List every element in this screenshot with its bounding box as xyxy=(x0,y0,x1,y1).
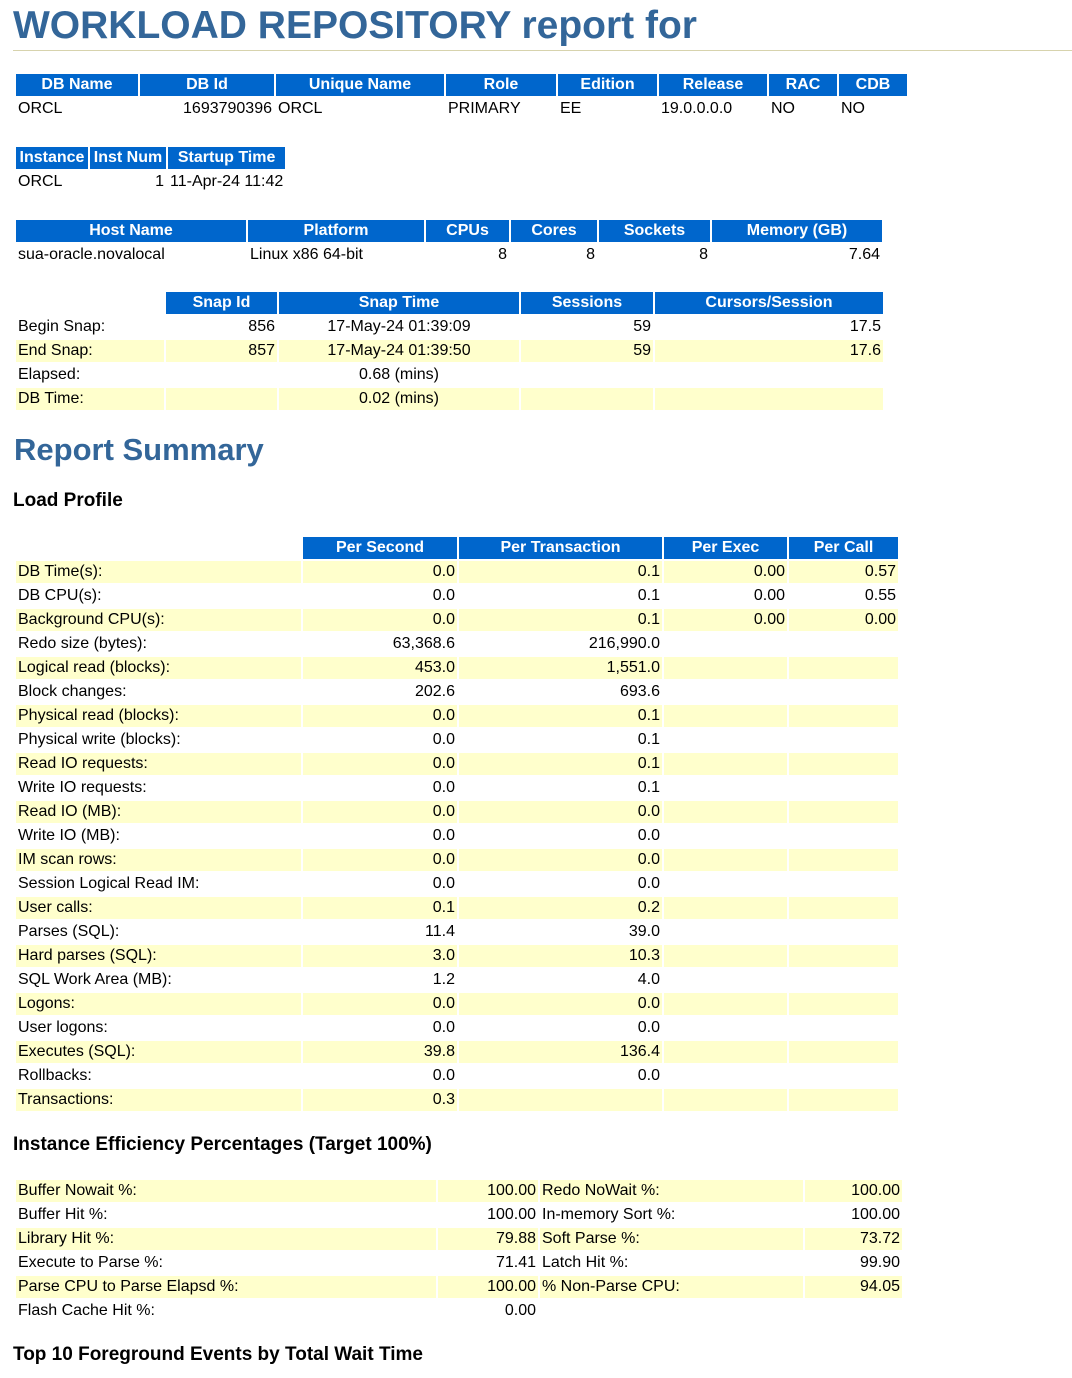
col-header-cores: Cores xyxy=(511,220,597,242)
efficiency-value: 79.88 xyxy=(438,1228,538,1250)
load-profile-row xyxy=(16,801,898,823)
metric-label: DB Time(s): xyxy=(16,561,301,583)
per-exec-value xyxy=(664,657,787,679)
db-info-table xyxy=(14,72,909,122)
per-second-value: 453.0 xyxy=(303,657,457,679)
col-header-sockets: Sockets xyxy=(599,220,710,242)
per-transaction-value: 0.1 xyxy=(637,731,660,748)
col-header-edition: Edition xyxy=(558,74,657,96)
instance-value: ORCL xyxy=(18,173,63,190)
metric-label: SQL Work Area (MB): xyxy=(18,971,172,988)
per-transaction-value: 10.3 xyxy=(459,945,662,967)
metric-label: Block changes: xyxy=(18,683,127,700)
metric-label: Hard parses (SQL): xyxy=(16,945,301,967)
col-header-cursors-session: Cursors/Session xyxy=(655,292,883,314)
snap-id-value xyxy=(166,388,277,410)
per-transaction-value: 0.0 xyxy=(459,993,662,1015)
per-transaction-value: 0.1 xyxy=(459,753,662,775)
load-profile-row xyxy=(16,729,898,751)
top-events-heading: Top 10 Foreground Events by Total Wait Time xyxy=(13,1344,423,1365)
load-profile-row xyxy=(16,633,898,655)
per-exec-value xyxy=(664,969,787,991)
load-profile-row xyxy=(16,945,898,967)
per-transaction-value: 4.0 xyxy=(637,971,660,988)
startup-time-value: 11-Apr-24 11:42 xyxy=(170,173,284,190)
per-transaction-value: 0.0 xyxy=(459,849,662,871)
per-transaction-value: 0.0 xyxy=(459,801,662,823)
metric-label: Read IO requests: xyxy=(16,753,301,775)
metric-label: Write IO requests: xyxy=(18,779,147,796)
per-transaction-value: 1,551.0 xyxy=(459,657,662,679)
efficiency-label: Buffer Nowait %: xyxy=(16,1180,436,1202)
per-second-value: 11.4 xyxy=(425,923,455,940)
efficiency-value: 71.41 xyxy=(495,1254,536,1271)
metric-label: Executes (SQL): xyxy=(16,1041,301,1063)
col-header-instance: Instance xyxy=(16,147,88,169)
per-second-value: 0.0 xyxy=(432,1067,455,1084)
per-transaction-value: 39.0 xyxy=(628,923,660,940)
efficiency-label: Buffer Hit %: xyxy=(18,1206,108,1223)
snap-header-row xyxy=(16,292,883,314)
cores-value: 8 xyxy=(586,246,595,263)
load-profile-row xyxy=(16,849,898,871)
sessions-value: 59 xyxy=(633,318,651,335)
per-second-value: 1.2 xyxy=(432,971,455,988)
load-profile-row xyxy=(16,561,898,583)
metric-label: Physical write (blocks): xyxy=(18,731,181,748)
per-exec-value xyxy=(664,801,787,823)
col-header-rac: RAC xyxy=(769,74,837,96)
host-row xyxy=(16,244,882,266)
per-second-value: 0.3 xyxy=(303,1089,457,1111)
efficiency-body xyxy=(16,1180,902,1322)
col-header-memory: Memory (GB) xyxy=(712,220,882,242)
per-exec-value xyxy=(664,873,787,895)
efficiency-value: 99.90 xyxy=(859,1254,900,1271)
col-header-platform: Platform xyxy=(248,220,424,242)
unique-name-value: ORCL xyxy=(278,100,323,117)
per-second-value: 0.0 xyxy=(303,801,457,823)
cursors-session-value: 17.5 xyxy=(849,318,881,335)
per-second-value: 0.0 xyxy=(432,827,455,844)
snap-label: Begin Snap: xyxy=(18,318,106,335)
load-profile-heading: Load Profile xyxy=(13,490,123,511)
load-profile-row xyxy=(16,705,898,727)
host-header-row xyxy=(16,220,882,242)
snap-row-db-time xyxy=(16,388,883,410)
col-header-snap-time: Snap Time xyxy=(279,292,519,314)
efficiency-row xyxy=(16,1180,902,1202)
efficiency-label: Parse CPU to Parse Elapsd %: xyxy=(16,1276,436,1298)
per-call-value: 0.00 xyxy=(789,609,898,631)
release-value: 19.0.0.0.0 xyxy=(661,100,733,117)
col-header-inst-num: Inst Num xyxy=(90,147,166,169)
load-profile-row xyxy=(16,681,898,703)
per-exec-value xyxy=(664,1017,787,1039)
efficiency-row xyxy=(16,1252,902,1274)
per-call-value xyxy=(789,657,898,679)
metric-label: Rollbacks: xyxy=(18,1067,92,1084)
per-call-value xyxy=(789,849,898,871)
per-second-value: 0.0 xyxy=(303,705,457,727)
load-profile-row xyxy=(16,897,898,919)
per-transaction-value: 0.0 xyxy=(637,875,660,892)
per-call-value xyxy=(789,897,898,919)
per-call-value xyxy=(789,969,898,991)
load-profile-row xyxy=(16,609,898,631)
snap-time-value: 17-May-24 01:39:50 xyxy=(279,340,519,362)
per-transaction-value: 0.0 xyxy=(637,1019,660,1036)
col-header-release: Release xyxy=(659,74,767,96)
metric-label: User logons: xyxy=(18,1019,108,1036)
per-call-value xyxy=(789,633,898,655)
title-divider xyxy=(13,50,1072,51)
per-exec-value: 0.00 xyxy=(753,587,785,604)
metric-label: DB CPU(s): xyxy=(18,587,102,604)
snap-time-value: 0.02 (mins) xyxy=(279,388,519,410)
per-exec-value xyxy=(664,777,787,799)
per-transaction-value: 0.1 xyxy=(459,561,662,583)
efficiency-label: Soft Parse %: xyxy=(540,1228,803,1250)
snap-label: Elapsed: xyxy=(18,366,81,383)
efficiency-value: 73.72 xyxy=(805,1228,902,1250)
per-call-value xyxy=(789,873,898,895)
per-call-value xyxy=(789,801,898,823)
per-second-value: 0.0 xyxy=(432,875,455,892)
per-call-value: 0.55 xyxy=(864,587,896,604)
per-transaction-value: 0.2 xyxy=(459,897,662,919)
load-profile-row xyxy=(16,969,898,991)
col-header-per-call: Per Call xyxy=(789,537,898,559)
load-profile-row xyxy=(16,777,898,799)
efficiency-table xyxy=(14,1178,904,1324)
per-exec-value: 0.00 xyxy=(664,561,787,583)
efficiency-label: % Non-Parse CPU: xyxy=(540,1276,803,1298)
efficiency-row xyxy=(16,1276,902,1298)
report-title: WORKLOAD REPOSITORY report for xyxy=(13,4,697,47)
snap-row-begin xyxy=(16,316,883,338)
host-name-value: sua-oracle.novalocal xyxy=(18,246,165,263)
snap-time-value: 17-May-24 01:39:09 xyxy=(327,318,471,335)
col-header-snap-id: Snap Id xyxy=(166,292,277,314)
report-summary-heading: Report Summary xyxy=(14,432,264,467)
cdb-value: NO xyxy=(841,100,865,117)
rac-value: NO xyxy=(771,100,795,117)
col-header-db-id: DB Id xyxy=(140,74,274,96)
cursors-session-value xyxy=(655,364,883,386)
load-profile-row xyxy=(16,1089,898,1111)
efficiency-heading: Instance Efficiency Percentages (Target 100%) xyxy=(13,1134,432,1155)
efficiency-label xyxy=(540,1300,803,1322)
per-transaction-value: 0.0 xyxy=(637,827,660,844)
per-transaction-value xyxy=(459,1089,662,1111)
db-info-row xyxy=(16,98,907,120)
col-header-cdb: CDB xyxy=(839,74,907,96)
efficiency-value: 100.00 xyxy=(487,1206,536,1223)
per-exec-value xyxy=(664,705,787,727)
snap-id-value: 856 xyxy=(248,318,275,335)
platform-value: Linux x86 64-bit xyxy=(250,246,363,263)
col-header-per-exec: Per Exec xyxy=(664,537,787,559)
per-second-value: 0.0 xyxy=(303,993,457,1015)
sessions-value xyxy=(521,364,653,386)
snap-label: End Snap: xyxy=(16,340,164,362)
load-profile-row xyxy=(16,657,898,679)
per-exec-value xyxy=(664,849,787,871)
metric-label: Write IO (MB): xyxy=(18,827,120,844)
instance-table xyxy=(14,145,287,195)
instance-header-row xyxy=(16,147,285,169)
per-exec-value xyxy=(664,633,787,655)
cursors-session-value xyxy=(655,388,883,410)
per-exec-value xyxy=(664,1041,787,1063)
efficiency-row xyxy=(16,1204,902,1226)
per-call-value xyxy=(789,705,898,727)
efficiency-row xyxy=(16,1228,902,1250)
per-call-value xyxy=(789,753,898,775)
snap-row-elapsed xyxy=(16,364,883,386)
per-exec-value xyxy=(664,897,787,919)
cursors-session-value: 17.6 xyxy=(655,340,883,362)
per-transaction-value: 693.6 xyxy=(619,683,660,700)
per-exec-value xyxy=(664,681,787,703)
metric-label: Session Logical Read IM: xyxy=(18,875,200,892)
metric-label: Logons: xyxy=(16,993,301,1015)
load-profile-row xyxy=(16,993,898,1015)
per-second-value: 0.0 xyxy=(303,561,457,583)
efficiency-row xyxy=(16,1300,902,1322)
per-exec-value xyxy=(664,993,787,1015)
load-profile-row xyxy=(16,873,898,895)
snap-label: DB Time: xyxy=(16,388,164,410)
per-second-value: 0.0 xyxy=(432,779,455,796)
efficiency-value: 100.00 xyxy=(438,1276,538,1298)
snap-id-value: 857 xyxy=(166,340,277,362)
metric-label: Read IO (MB): xyxy=(16,801,301,823)
per-second-value: 3.0 xyxy=(303,945,457,967)
per-exec-value xyxy=(664,945,787,967)
snap-time-value: 0.68 (mins) xyxy=(358,366,440,383)
efficiency-label: Flash Cache Hit %: xyxy=(18,1302,155,1319)
db-id-value: 1693790396 xyxy=(183,100,272,117)
col-header-unique-name: Unique Name xyxy=(276,74,444,96)
memory-value: 7.64 xyxy=(848,246,880,263)
inst-num-value: 1 xyxy=(155,173,164,190)
col-header-sessions: Sessions xyxy=(521,292,653,314)
metric-label: Transactions: xyxy=(16,1089,301,1111)
sessions-value: 59 xyxy=(521,340,653,362)
per-exec-value xyxy=(664,1089,787,1111)
per-transaction-value: 0.1 xyxy=(637,587,660,604)
load-profile-header-blank xyxy=(16,537,301,559)
col-header-per-transaction: Per Transaction xyxy=(459,537,662,559)
load-profile-header-row xyxy=(16,537,898,559)
per-call-value xyxy=(789,1017,898,1039)
efficiency-value xyxy=(805,1300,902,1322)
per-transaction-value: 0.0 xyxy=(637,1067,660,1084)
per-second-value: 0.0 xyxy=(432,587,455,604)
col-header-cpus: CPUs xyxy=(426,220,509,242)
col-header-role: Role xyxy=(446,74,556,96)
load-profile-row xyxy=(16,585,898,607)
col-header-startup-time: Startup Time xyxy=(168,147,285,169)
col-header-per-second: Per Second xyxy=(303,537,457,559)
host-table xyxy=(14,218,884,268)
metric-label: Logical read (blocks): xyxy=(16,657,301,679)
snap-table xyxy=(14,290,885,412)
load-profile-row xyxy=(16,1017,898,1039)
instance-row xyxy=(16,171,285,193)
snap-header-blank xyxy=(16,292,164,314)
efficiency-value: 100.00 xyxy=(438,1180,538,1202)
edition-value: EE xyxy=(560,100,582,117)
efficiency-label: Library Hit %: xyxy=(16,1228,436,1250)
per-transaction-value: 136.4 xyxy=(459,1041,662,1063)
col-header-db-name: DB Name xyxy=(16,74,138,96)
metric-label: Parses (SQL): xyxy=(18,923,120,940)
per-second-value: 0.0 xyxy=(432,1019,455,1036)
load-profile-row xyxy=(16,1041,898,1063)
efficiency-value: 100.00 xyxy=(805,1180,902,1202)
snap-id-value xyxy=(166,364,277,386)
snap-row-end xyxy=(16,340,883,362)
per-transaction-value: 0.1 xyxy=(637,779,660,796)
per-exec-value xyxy=(664,753,787,775)
per-second-value: 0.1 xyxy=(303,897,457,919)
db-name-value: ORCL xyxy=(18,100,63,117)
per-call-value xyxy=(789,777,898,799)
load-profile-row xyxy=(16,753,898,775)
efficiency-label: Redo NoWait %: xyxy=(540,1180,803,1202)
per-second-value: 0.0 xyxy=(303,849,457,871)
per-second-value: 63,368.6 xyxy=(392,635,455,652)
per-second-value: 0.0 xyxy=(303,609,457,631)
per-second-value: 0.0 xyxy=(432,731,455,748)
per-call-value xyxy=(789,1089,898,1111)
per-transaction-value: 216,990.0 xyxy=(588,635,660,652)
cpus-value: 8 xyxy=(498,246,507,263)
load-profile-body xyxy=(16,561,898,1111)
load-profile-row xyxy=(16,1065,898,1087)
sockets-value: 8 xyxy=(699,246,708,263)
efficiency-label: Execute to Parse %: xyxy=(18,1254,163,1271)
per-second-value: 39.8 xyxy=(303,1041,457,1063)
col-header-host-name: Host Name xyxy=(16,220,246,242)
per-exec-value: 0.00 xyxy=(664,609,787,631)
efficiency-label: Latch Hit %: xyxy=(542,1254,629,1271)
per-call-value xyxy=(789,945,898,967)
per-second-value: 0.0 xyxy=(303,753,457,775)
efficiency-value: 94.05 xyxy=(805,1276,902,1298)
per-exec-value xyxy=(664,921,787,943)
sessions-value xyxy=(521,388,653,410)
metric-label: IM scan rows: xyxy=(16,849,301,871)
per-call-value xyxy=(789,729,898,751)
per-call-value xyxy=(789,681,898,703)
per-transaction-value: 0.1 xyxy=(459,609,662,631)
per-call-value xyxy=(789,921,898,943)
efficiency-label: In-memory Sort %: xyxy=(542,1206,676,1223)
per-exec-value xyxy=(664,729,787,751)
db-info-header-row xyxy=(16,74,907,96)
per-second-value: 202.6 xyxy=(414,683,455,700)
per-exec-value xyxy=(664,825,787,847)
per-call-value xyxy=(789,825,898,847)
load-profile-table xyxy=(14,535,900,1113)
metric-label: Physical read (blocks): xyxy=(16,705,301,727)
per-call-value xyxy=(789,993,898,1015)
role-value: PRIMARY xyxy=(448,100,521,117)
per-exec-value xyxy=(664,1065,787,1087)
metric-label: Background CPU(s): xyxy=(16,609,301,631)
metric-label: User calls: xyxy=(16,897,301,919)
load-profile-row xyxy=(16,825,898,847)
load-profile-row xyxy=(16,921,898,943)
per-call-value xyxy=(789,1041,898,1063)
per-call-value xyxy=(789,1065,898,1087)
per-call-value: 0.57 xyxy=(789,561,898,583)
efficiency-value: 0.00 xyxy=(504,1302,536,1319)
efficiency-value: 100.00 xyxy=(851,1206,900,1223)
metric-label: Redo size (bytes): xyxy=(18,635,147,652)
per-transaction-value: 0.1 xyxy=(459,705,662,727)
